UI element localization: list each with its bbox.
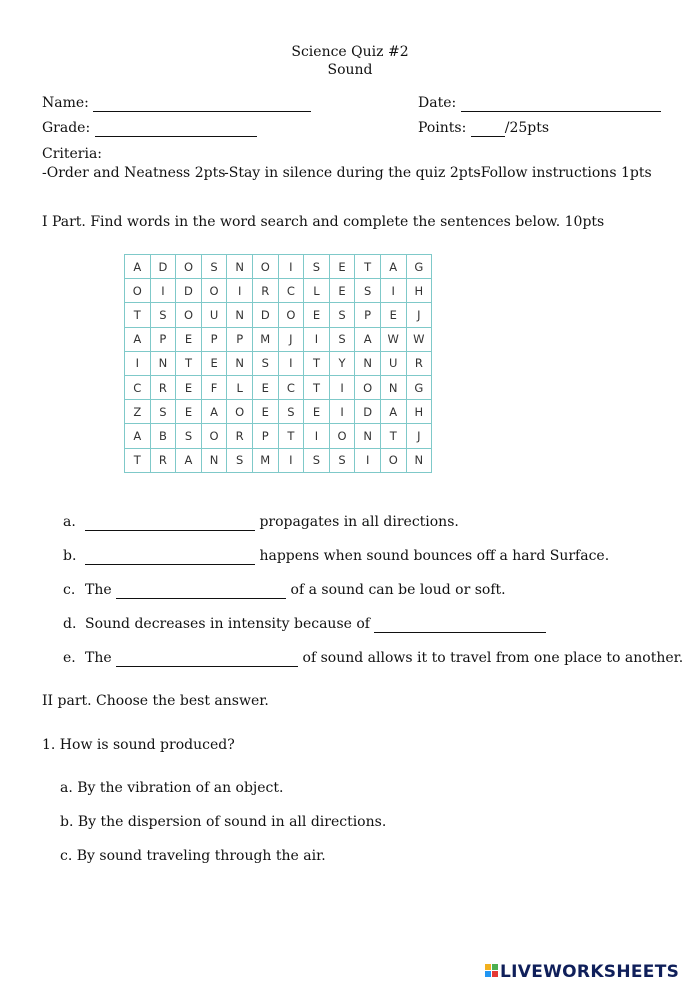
word-search-cell[interactable]: I bbox=[355, 448, 381, 472]
word-search-cell[interactable]: N bbox=[355, 351, 381, 375]
grade-row bbox=[42, 119, 257, 137]
word-search-cell[interactable]: A bbox=[125, 327, 151, 351]
word-search-cell[interactable]: N bbox=[406, 448, 432, 472]
sentence-text-after: propagates in all directions. bbox=[259, 514, 459, 530]
criteria-item-1: -Order and Neatness 2pts bbox=[42, 165, 226, 181]
word-search-cell[interactable]: H bbox=[406, 400, 432, 424]
word-search-cell[interactable]: B bbox=[150, 424, 176, 448]
word-search-cell[interactable]: T bbox=[304, 375, 330, 399]
date-label: Date: bbox=[418, 95, 457, 111]
option-b[interactable]: b. By the dispersion of sound in all directions. bbox=[60, 814, 387, 830]
word-search-cell[interactable]: S bbox=[278, 400, 304, 424]
word-search-cell[interactable]: L bbox=[227, 375, 253, 399]
word-search-cell[interactable]: O bbox=[125, 279, 151, 303]
word-search-cell[interactable]: R bbox=[252, 279, 278, 303]
word-search-cell[interactable]: C bbox=[278, 375, 304, 399]
word-search-cell[interactable]: A bbox=[125, 255, 151, 279]
word-search-cell[interactable]: E bbox=[176, 375, 202, 399]
word-search-cell[interactable]: I bbox=[304, 327, 330, 351]
word-search-cell[interactable]: T bbox=[125, 448, 151, 472]
word-search-cell[interactable]: I bbox=[278, 255, 304, 279]
word-search-cell[interactable]: N bbox=[227, 303, 253, 327]
word-search-grid bbox=[124, 254, 432, 473]
points-row bbox=[418, 119, 549, 137]
word-search-cell[interactable]: S bbox=[227, 448, 253, 472]
word-search-cell[interactable]: I bbox=[304, 424, 330, 448]
word-search-cell[interactable]: W bbox=[406, 327, 432, 351]
word-search-cell[interactable]: M bbox=[252, 327, 278, 351]
word-search-row bbox=[125, 255, 432, 279]
word-search-cell[interactable]: E bbox=[201, 351, 227, 375]
word-search-cell[interactable]: P bbox=[150, 327, 176, 351]
word-search-cell[interactable]: A bbox=[380, 255, 406, 279]
word-search-cell[interactable]: T bbox=[176, 351, 202, 375]
word-search-cell[interactable]: I bbox=[278, 351, 304, 375]
word-search-cell[interactable]: T bbox=[355, 255, 381, 279]
word-search-cell[interactable]: A bbox=[176, 448, 202, 472]
word-search-cell[interactable]: C bbox=[278, 279, 304, 303]
word-search-cell[interactable]: O bbox=[176, 255, 202, 279]
sentence-letter: d. bbox=[63, 616, 77, 632]
word-search-cell[interactable]: T bbox=[304, 351, 330, 375]
word-search-cell[interactable]: O bbox=[201, 279, 227, 303]
word-search-cell[interactable]: P bbox=[201, 327, 227, 351]
word-search-cell[interactable]: S bbox=[304, 448, 330, 472]
sentence-letter: e. bbox=[63, 650, 76, 666]
word-search-cell[interactable]: Y bbox=[329, 351, 355, 375]
grade-label: Grade: bbox=[42, 120, 91, 136]
word-search-cell[interactable]: J bbox=[278, 327, 304, 351]
word-search-cell[interactable]: G bbox=[406, 255, 432, 279]
sentence-text-after: of a sound can be loud or soft. bbox=[290, 582, 506, 598]
word-search-row bbox=[125, 448, 432, 472]
name-field[interactable] bbox=[93, 96, 311, 112]
sentence-e bbox=[63, 649, 683, 667]
word-search-cell[interactable]: E bbox=[380, 303, 406, 327]
word-search-cell[interactable]: Z bbox=[125, 400, 151, 424]
word-search-cell[interactable]: S bbox=[329, 303, 355, 327]
word-search-cell[interactable]: O bbox=[380, 448, 406, 472]
sentence-letter: a. bbox=[63, 514, 76, 530]
word-search-cell[interactable]: S bbox=[304, 255, 330, 279]
word-search-cell[interactable]: N bbox=[201, 448, 227, 472]
word-search-cell[interactable]: I bbox=[329, 400, 355, 424]
part2-instructions: II part. Choose the best answer. bbox=[42, 693, 269, 709]
word-search-cell[interactable]: S bbox=[329, 448, 355, 472]
word-search-cell[interactable]: R bbox=[406, 351, 432, 375]
word-search-cell[interactable]: D bbox=[176, 279, 202, 303]
sentence-text-before: Sound decreases in intensity because of bbox=[85, 616, 370, 632]
criteria-item-3: -Follow instructions 1pts bbox=[476, 165, 652, 181]
liveworksheets-logo bbox=[485, 962, 679, 982]
word-search-cell[interactable]: I bbox=[329, 375, 355, 399]
date-row bbox=[418, 94, 661, 112]
word-search-cell[interactable]: P bbox=[227, 327, 253, 351]
sentence-a bbox=[63, 513, 459, 531]
name-row bbox=[42, 94, 311, 112]
sentence-b bbox=[63, 547, 609, 565]
answer-blank-c[interactable] bbox=[116, 583, 286, 599]
word-search-cell[interactable]: S bbox=[176, 424, 202, 448]
word-search-cell[interactable]: E bbox=[176, 327, 202, 351]
word-search-row bbox=[125, 400, 432, 424]
word-search-cell[interactable]: N bbox=[227, 351, 253, 375]
word-search-cell[interactable]: J bbox=[406, 303, 432, 327]
word-search-cell[interactable]: N bbox=[150, 351, 176, 375]
word-search-cell[interactable]: S bbox=[201, 255, 227, 279]
word-search-cell[interactable]: O bbox=[329, 424, 355, 448]
word-search-cell[interactable]: S bbox=[355, 279, 381, 303]
word-search-cell[interactable]: N bbox=[355, 424, 381, 448]
word-search-cell[interactable]: I bbox=[125, 351, 151, 375]
word-search-cell[interactable]: P bbox=[355, 303, 381, 327]
sentence-letter: c. bbox=[63, 582, 76, 598]
word-search-cell[interactable]: O bbox=[227, 400, 253, 424]
word-search-cell[interactable]: U bbox=[380, 351, 406, 375]
word-search-cell[interactable]: O bbox=[201, 424, 227, 448]
part1-instructions: I Part. Find words in the word search and complete the sentences below. 10pts bbox=[42, 214, 605, 230]
word-search-row bbox=[125, 424, 432, 448]
word-search-cell[interactable]: R bbox=[227, 424, 253, 448]
points-field[interactable] bbox=[471, 121, 505, 137]
word-search-cell[interactable]: U bbox=[201, 303, 227, 327]
word-search-cell[interactable]: I bbox=[150, 279, 176, 303]
word-search-cell[interactable]: D bbox=[355, 400, 381, 424]
question-1: 1. How is sound produced? bbox=[42, 737, 235, 753]
word-search-cell[interactable]: E bbox=[304, 303, 330, 327]
word-search-cell[interactable]: S bbox=[329, 327, 355, 351]
word-search-cell[interactable]: A bbox=[125, 424, 151, 448]
word-search-cell[interactable]: N bbox=[380, 375, 406, 399]
word-search-cell[interactable]: E bbox=[252, 375, 278, 399]
sentence-text-after: happens when sound bounces off a hard Surface. bbox=[259, 548, 610, 564]
word-search-cell[interactable]: I bbox=[227, 279, 253, 303]
word-search-cell[interactable]: T bbox=[380, 424, 406, 448]
points-label: Points: bbox=[418, 120, 467, 136]
word-search-cell[interactable]: P bbox=[252, 424, 278, 448]
word-search-row bbox=[125, 279, 432, 303]
date-field[interactable] bbox=[461, 96, 661, 112]
quiz-subtitle: Sound bbox=[327, 62, 373, 78]
word-search-cell[interactable]: S bbox=[252, 351, 278, 375]
sentence-text-before: The bbox=[85, 582, 112, 598]
word-search-cell[interactable]: E bbox=[329, 255, 355, 279]
word-search-cell[interactable]: O bbox=[176, 303, 202, 327]
grade-field[interactable] bbox=[95, 121, 257, 137]
word-search-row bbox=[125, 351, 432, 375]
word-search-row bbox=[125, 303, 432, 327]
word-search-cell[interactable]: J bbox=[406, 424, 432, 448]
answer-blank-b[interactable] bbox=[85, 549, 255, 565]
answer-blank-e[interactable] bbox=[116, 651, 298, 667]
word-search-cell[interactable]: D bbox=[150, 255, 176, 279]
word-search-cell[interactable]: T bbox=[278, 424, 304, 448]
word-search-cell[interactable]: S bbox=[150, 400, 176, 424]
word-search-row bbox=[125, 375, 432, 399]
word-search-cell[interactable]: G bbox=[406, 375, 432, 399]
answer-blank-a[interactable] bbox=[85, 515, 255, 531]
word-search-cell[interactable]: W bbox=[380, 327, 406, 351]
word-search-cell[interactable]: C bbox=[125, 375, 151, 399]
word-search-cell[interactable]: O bbox=[252, 255, 278, 279]
criteria-label: Criteria: bbox=[42, 146, 103, 162]
name-label: Name: bbox=[42, 95, 89, 111]
word-search-cell[interactable]: N bbox=[227, 255, 253, 279]
word-search-cell[interactable]: O bbox=[355, 375, 381, 399]
sentence-c bbox=[63, 581, 506, 599]
points-suffix: /25pts bbox=[504, 120, 550, 136]
word-search-cell[interactable]: A bbox=[201, 400, 227, 424]
word-search-cell[interactable]: I bbox=[278, 448, 304, 472]
word-search-cell[interactable]: O bbox=[278, 303, 304, 327]
word-search-cell[interactable]: E bbox=[329, 279, 355, 303]
word-search-cell[interactable]: M bbox=[252, 448, 278, 472]
word-search-cell[interactable]: L bbox=[304, 279, 330, 303]
answer-blank-d[interactable] bbox=[374, 617, 546, 633]
word-search-cell[interactable]: A bbox=[355, 327, 381, 351]
brand-text: LIVEWORKSHEETS bbox=[500, 962, 680, 982]
quiz-title: Science Quiz #2 bbox=[291, 44, 409, 60]
word-search-cell[interactable]: E bbox=[176, 400, 202, 424]
word-search-cell[interactable]: E bbox=[304, 400, 330, 424]
word-search-cell[interactable]: H bbox=[406, 279, 432, 303]
word-search-cell[interactable]: E bbox=[252, 400, 278, 424]
word-search-row bbox=[125, 327, 432, 351]
word-search-cell[interactable]: R bbox=[150, 375, 176, 399]
sentence-text-before: The bbox=[85, 650, 112, 666]
word-search-cell[interactable]: F bbox=[201, 375, 227, 399]
word-search-cell[interactable]: T bbox=[125, 303, 151, 327]
sentence-text-after: of sound allows it to travel from one place to another. bbox=[302, 650, 684, 666]
option-a[interactable]: a. By the vibration of an object. bbox=[60, 780, 284, 796]
word-search-cell[interactable]: A bbox=[380, 400, 406, 424]
sentence-letter: b. bbox=[63, 548, 77, 564]
liveworksheets-logo-icon bbox=[485, 964, 499, 978]
word-search-cell[interactable]: R bbox=[150, 448, 176, 472]
option-c[interactable]: c. By sound traveling through the air. bbox=[60, 848, 326, 864]
criteria-item-2: -Stay in silence during the quiz 2pts bbox=[224, 165, 481, 181]
word-search-cell[interactable]: S bbox=[150, 303, 176, 327]
sentence-d bbox=[63, 615, 546, 633]
word-search-cell[interactable]: D bbox=[252, 303, 278, 327]
word-search-cell[interactable]: I bbox=[380, 279, 406, 303]
